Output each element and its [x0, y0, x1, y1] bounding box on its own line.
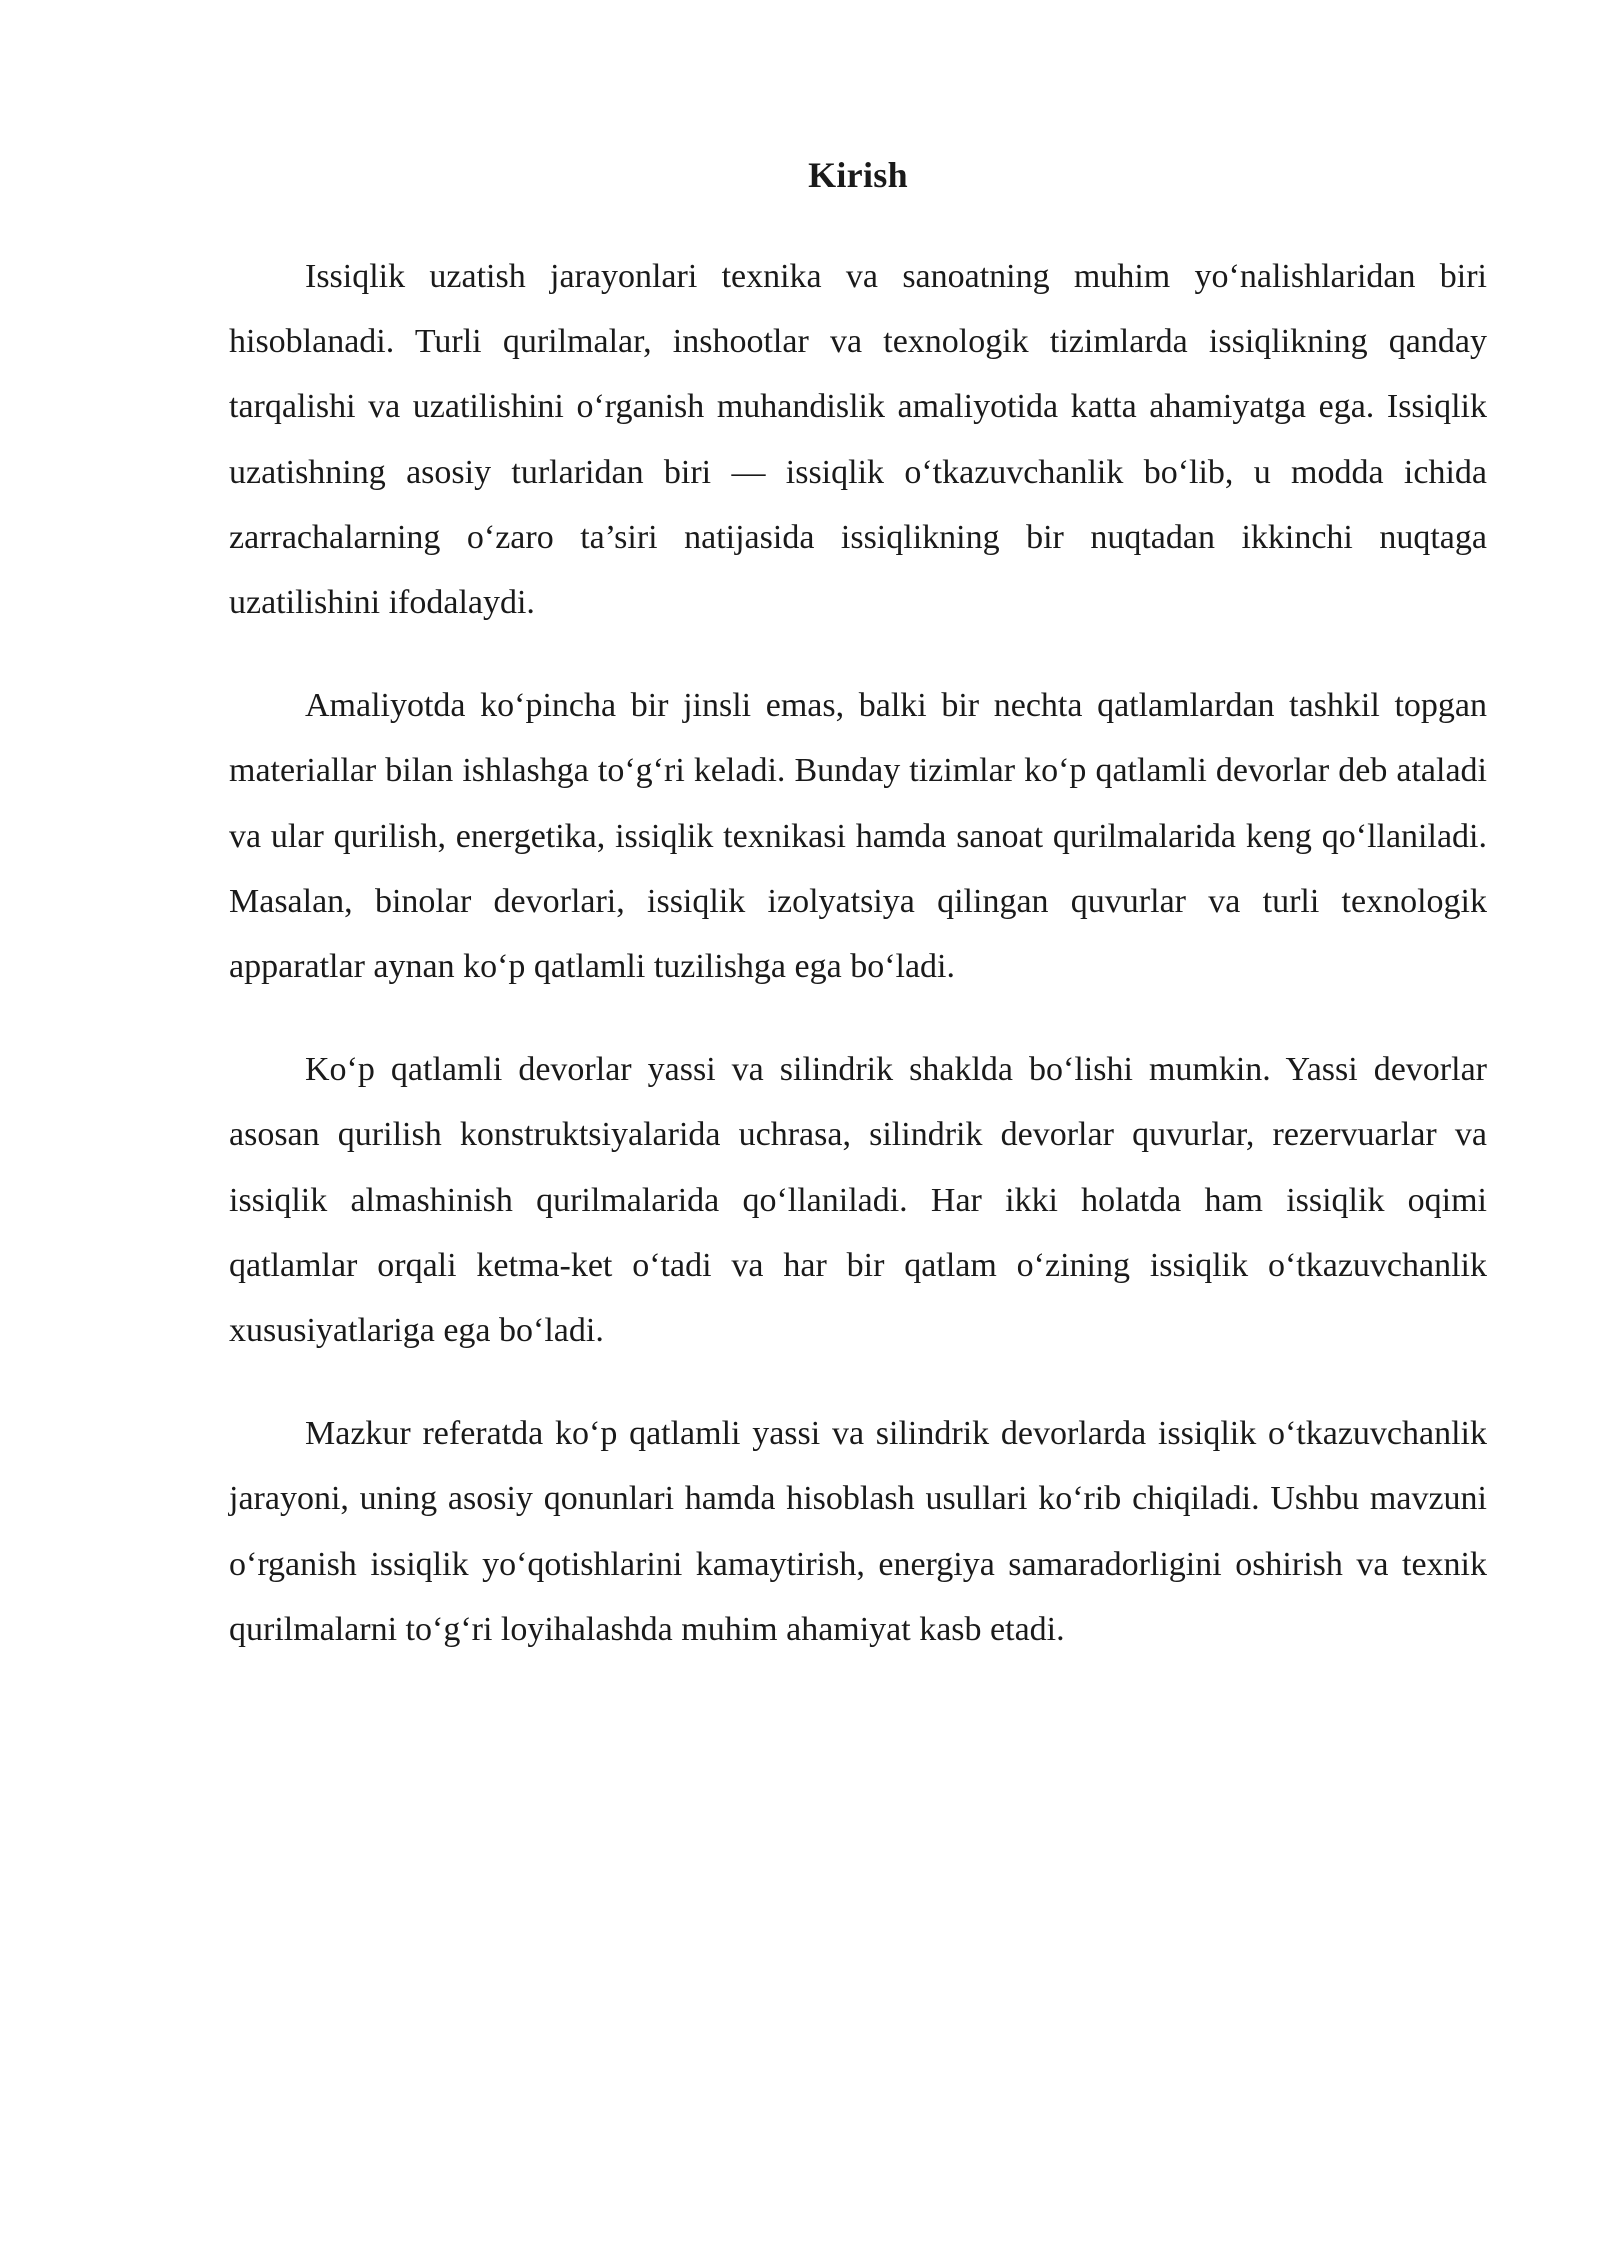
paragraph-3: Ko‘p qatlamli devorlar yassi va silindrik shaklda bo‘lishi mumkin. Yassi devorlar asosan qurilish konstruktsiyalarida uchrasa, silindrik devorlar quvurlar, rezervuarlar va issiqlik almashinish qurilmalarida qo‘llaniladi. Har ikki holatda ham issiqlik oqimi qatlamlar orqali ketma-ket o‘tadi va har bir qatlam o‘zining issiqlik o‘tkazuvchanlik xususiyatlariga ega bo‘ladi. — [229, 1051, 1487, 1350]
document-body — [229, 148, 1487, 1700]
paragraph-4: Mazkur referatda ko‘p qatlamli yassi va silindrik devorlarda issiqlik o‘tkazuvchanlik jarayoni, uning asosiy qonunlari hamda hisoblash usullari ko‘rib chiqiladi. Ushbu mavzuni o‘rganish issiqlik yo‘qotishlarini kamaytirish, energiya samaradorligini oshirish va texnik qurilmalarni to‘g‘ri loyihalashda muhim ahamiyat kasb etadi. — [229, 1415, 1487, 1648]
paragraph-2: Amaliyotda ko‘pincha bir jinsli emas, balki bir nechta qatlamlardan tashkil topgan materiallar bilan ishlashga to‘g‘ri keladi. Bunday tizimlar ko‘p qatlamli devorlar deb ataladi va ular qurilish, energetika, issiqlik texnikasi hamda sanoat qurilmalarida keng qo‘llaniladi. Masalan, binolar devorlari, issiqlik izolyatsiya qilingan quvurlar va turli texnologik apparatlar aynan ko‘p qatlamli tuzilishga ega bo‘ladi. — [229, 687, 1487, 986]
paragraph-1: Issiqlik uzatish jarayonlari texnika va sanoatning muhim yo‘nalishlaridan biri hisoblanadi. Turli qurilmalar, inshootlar va texnologik tizimlarda issiqlikning qanday tarqalishi va uzatilishini o‘rganish muhandislik amaliyotida katta ahamiyatga ega. Issiqlik uzatishning asosiy turlaridan biri — issiqlik o‘tkazuvchanlik bo‘lib, u modda ichida zarrachalarning o‘zaro ta’siri natijasida issiqlikning bir nuqtadan ikkinchi nuqtaga uzatilishini ifodalaydi. — [229, 258, 1487, 622]
page-title: Kirish — [808, 155, 908, 195]
